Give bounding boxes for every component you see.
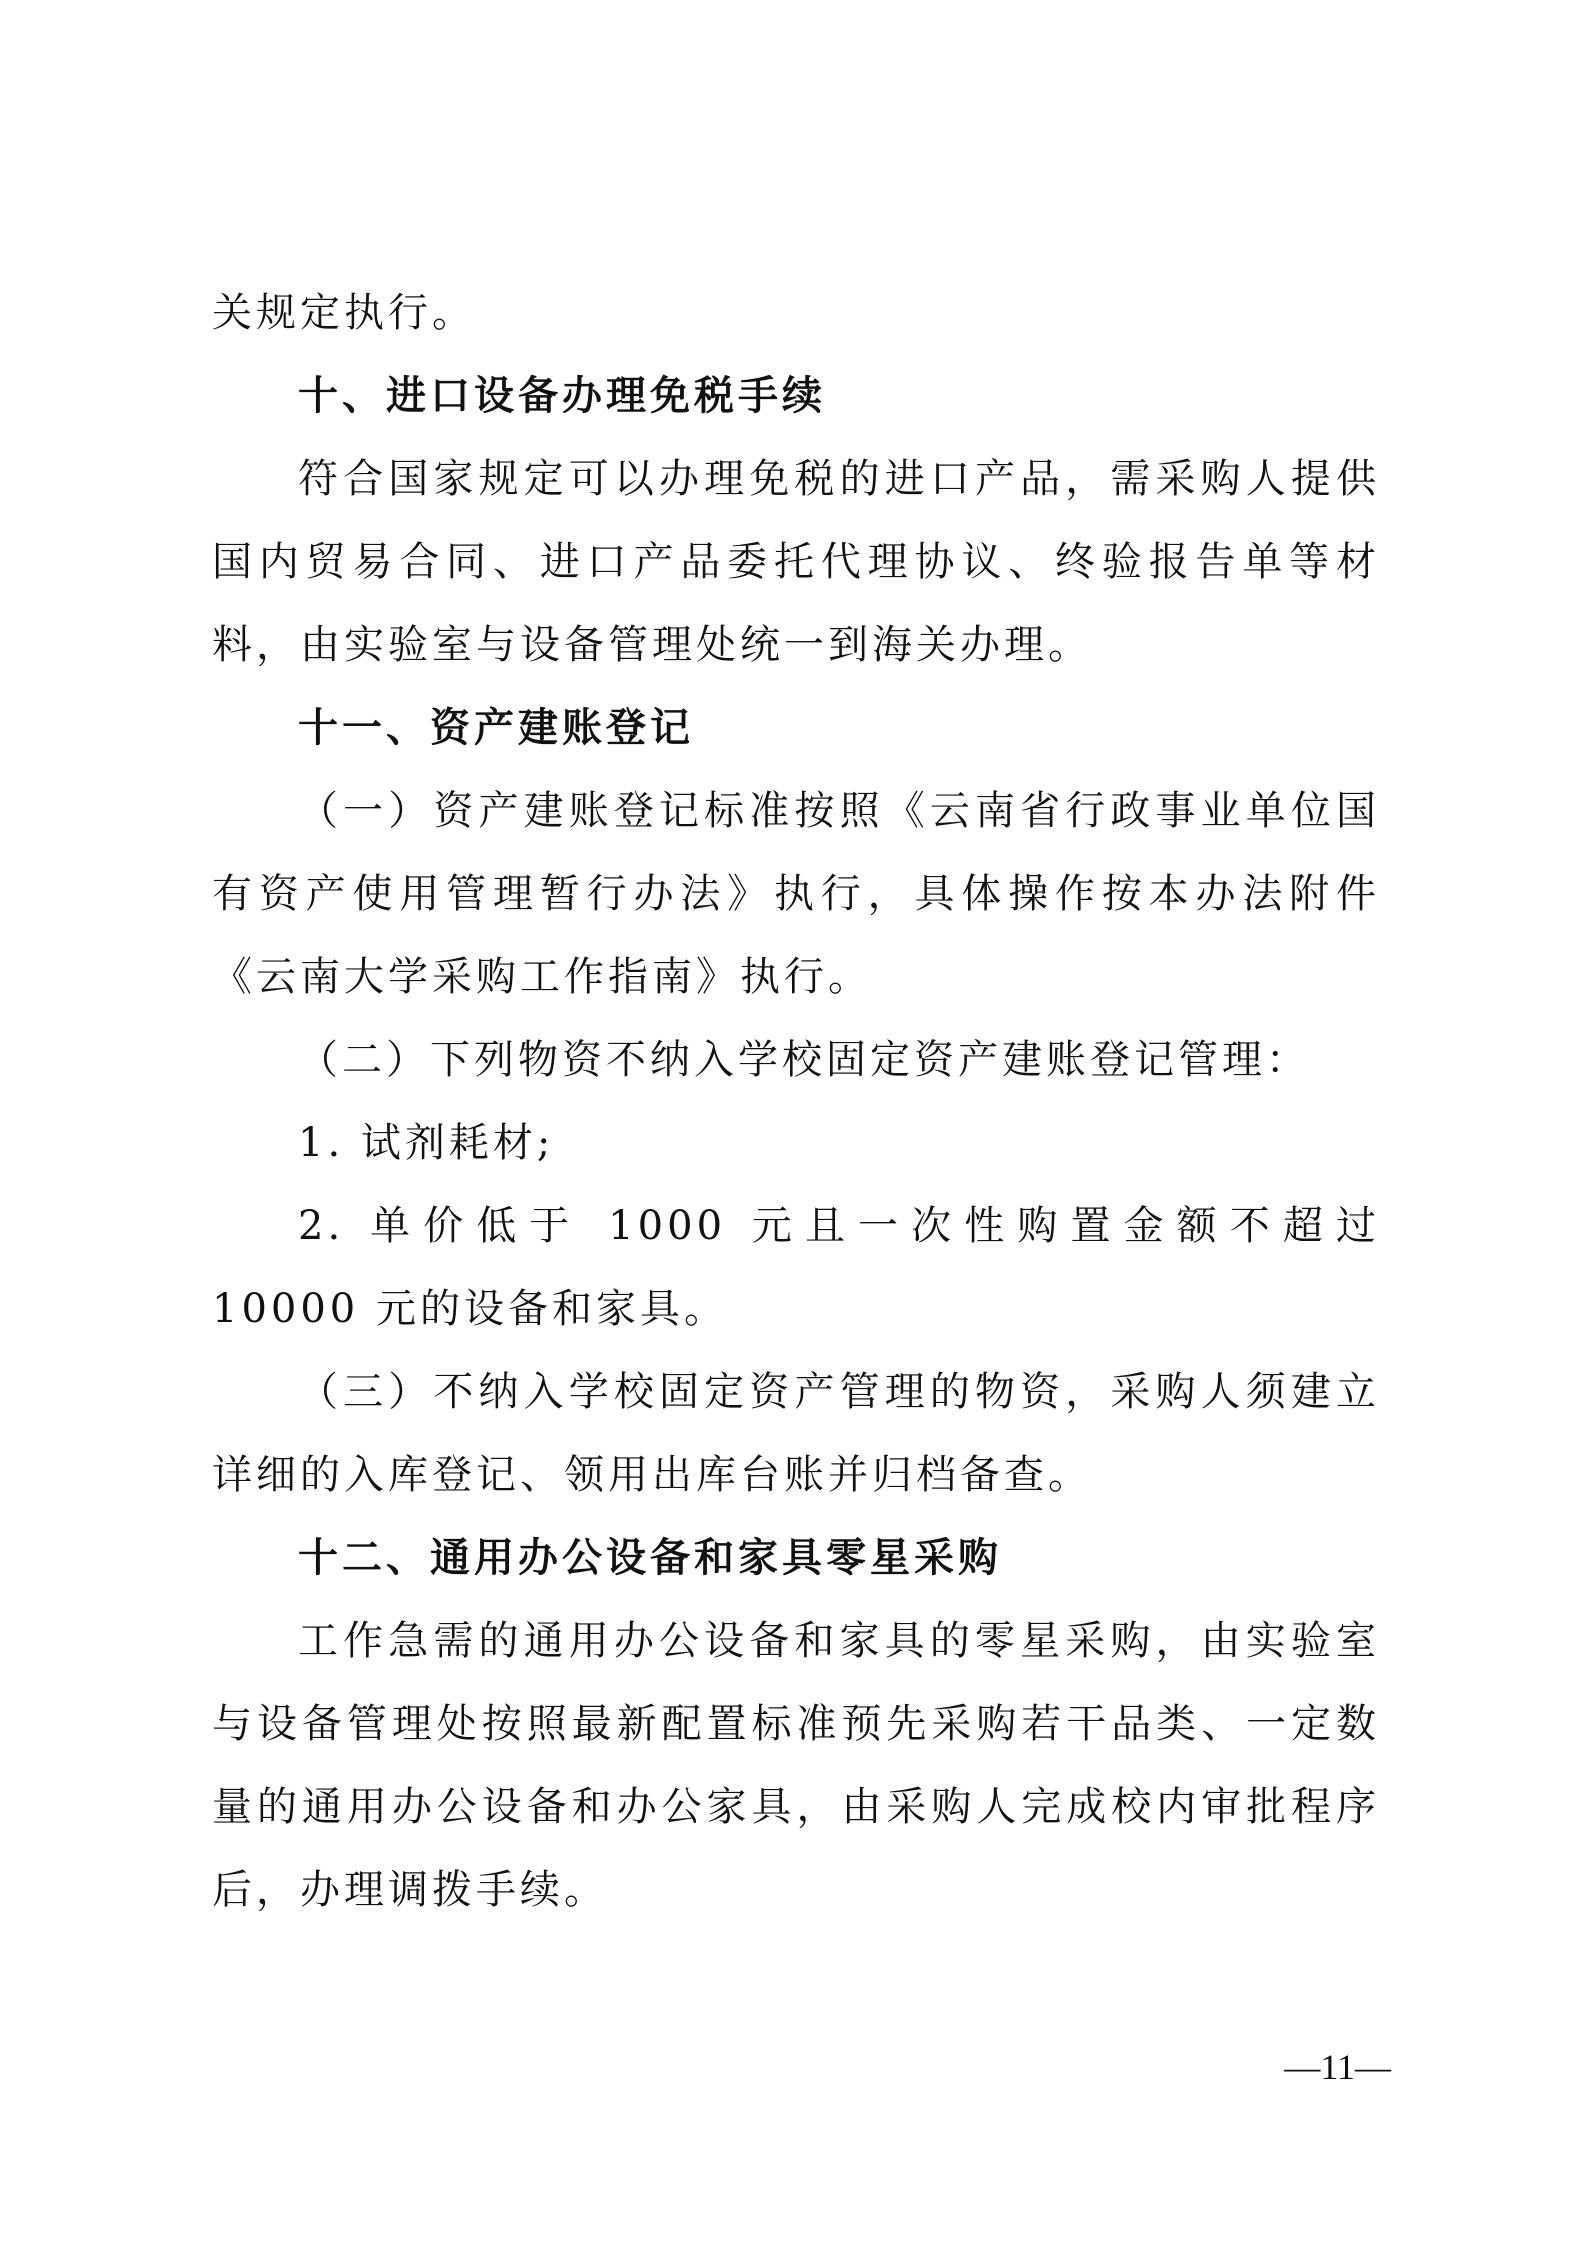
- paragraph-import-tax: 符合国家规定可以办理免税的进口产品，需采购人提供国内贸易合同、进口产品委托代理协议、终验报告单等材料，由实验室与设备管理处统一到海关办理。: [212, 456, 1380, 668]
- section-heading-12: 十二、通用办公设备和家具零星采购: [298, 1535, 1002, 1581]
- section-heading-10: 十、进口设备办理免税手续: [298, 373, 826, 419]
- paragraph-continuation: 关规定执行。: [212, 290, 476, 336]
- list-item-low-price: 2. 单价低于 1000 元且一次性购置金额不超过 10000 元的设备和家具。: [212, 1203, 1380, 1332]
- paragraph-asset-standard: （一）资产建账登记标准按照《云南省行政事业单位国有资产使用管理暂行办法》执行，具体操作按本办法附件《云南大学采购工作指南》执行。: [212, 788, 1380, 1000]
- paragraph-ledger: （三）不纳入学校固定资产管理的物资，采购人须建立详细的入库登记、领用出库台账并归档备查。: [212, 1369, 1380, 1498]
- list-item-reagents: 1. 试剂耗材;: [298, 1120, 555, 1166]
- page-number: —11—: [1284, 2047, 1391, 2087]
- paragraph-excluded-items: （二）下列物资不纳入学校固定资产建账登记管理：: [298, 1037, 1310, 1083]
- paragraph-office-procurement: 工作急需的通用办公设备和家具的零星采购，由实验室与设备管理处按照最新配置标准预先采购若干品类、一定数量的通用办公设备和办公家具，由采购人完成校内审批程序后，办理调拨手续。: [212, 1618, 1380, 1913]
- document-body: [212, 272, 1380, 1932]
- section-heading-11: 十一、资产建账登记: [298, 705, 694, 751]
